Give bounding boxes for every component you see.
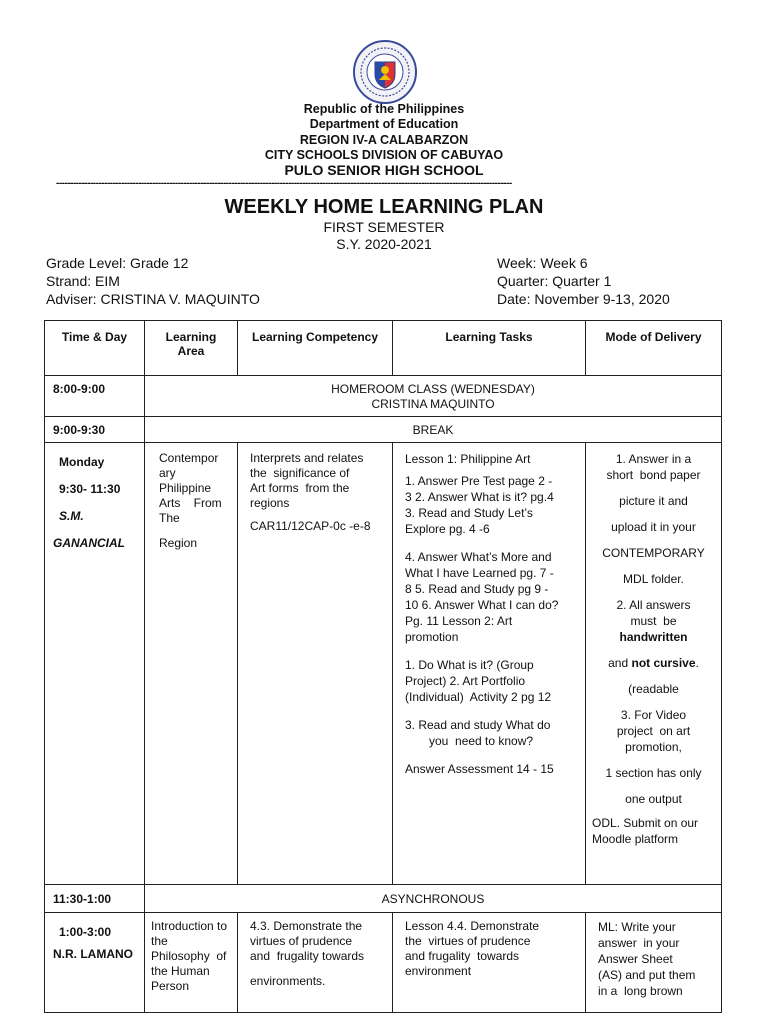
quarter: Quarter: Quarter 1 (497, 273, 612, 289)
async-label: ASYNCHRONOUS (145, 885, 722, 913)
monday-task-line: 3. Read and Study Let’s (405, 506, 533, 520)
monday-mode-line: promotion, (625, 740, 682, 754)
monday-mode-line: 3. For Video (620, 708, 687, 722)
monday-mode-line: handwritten (619, 630, 688, 644)
afternoon-teacher: N.R. LAMANO (53, 947, 133, 961)
strand: Strand: EIM (46, 273, 120, 289)
break-label: BREAK (145, 417, 722, 443)
monday-mode-line: Moodle platform (592, 832, 679, 846)
monday-task-line: Explore pg. 4 -6 (405, 522, 490, 536)
monday-task-line: you need to know? (429, 734, 534, 748)
monday-mode-line: must be (630, 614, 677, 628)
adviser: Adviser: CRISTINA V. MAQUINTO (46, 291, 260, 307)
monday-mode-cell (586, 443, 722, 885)
monday-day: Monday (59, 455, 105, 469)
divider-line: ----------------------------------------------------------------------------------------------------------------------------------------------------------------- (56, 178, 512, 189)
afternoon-task-line: environment (405, 964, 472, 978)
monday-task-line: 10 6. Answer What I can do? (405, 598, 559, 612)
col-header-mode: Mode of Delivery (586, 321, 722, 376)
monday-competency-code: CAR11/12CAP-0c -e-8 (250, 519, 371, 533)
afternoon-area-line: Person (151, 979, 190, 993)
monday-task-line: Answer Assessment 14 - 15 (405, 762, 554, 776)
region-line: REGION IV-A CALABARZON (299, 133, 469, 147)
monday-mode-line: CONTEMPORARY (602, 546, 705, 560)
monday-teacher-surname: GANANCIAL (53, 536, 125, 550)
monday-task-line: 8 5. Read and Study pg 9 - (405, 582, 549, 596)
afternoon-area-line: the Human (151, 964, 210, 978)
afternoon-task-line: and frugality towards (405, 949, 520, 963)
monday-mode-line: ODL. Submit on our (592, 816, 699, 830)
afternoon-task-line: the virtues of prudence (405, 934, 531, 948)
afternoon-area-line: Philosophy of (151, 949, 227, 963)
monday-mode-line: 1. Answer in a (615, 452, 692, 466)
monday-teacher-initials: S.M. (59, 509, 84, 523)
monday-mode-line: and not cursive. (608, 656, 699, 670)
afternoon-mode-cell (586, 913, 722, 1013)
monday-competency-cell (238, 443, 393, 885)
grade-level: Grade Level: Grade 12 (46, 255, 189, 271)
monday-task-line: Pg. 11 Lesson 2: Art (405, 614, 513, 628)
monday-mode-line: one output (625, 792, 682, 806)
homeroom-time: 8:00-9:00 (45, 376, 145, 417)
semester-line: FIRST SEMESTER (323, 219, 445, 235)
monday-task-line: 3. Read and study What do (405, 718, 551, 732)
monday-task-line: Project) 2. Art Portfolio (405, 674, 526, 688)
monday-mode-line: upload it in your (611, 520, 696, 534)
break-time: 9:00-9:30 (45, 417, 145, 443)
monday-task-line: 4. Answer What’s More and (405, 550, 552, 564)
deped-seal-icon (353, 40, 417, 104)
monday-time-cell (45, 443, 145, 885)
monday-area-line: Philippine (159, 481, 212, 495)
afternoon-mode-line: in a long brown (598, 984, 683, 998)
afternoon-time-cell (45, 913, 145, 1013)
monday-competency-line: Art forms from the (250, 481, 350, 495)
monday-competency-line: regions (250, 496, 290, 510)
monday-task-line: 1. Do What is it? (Group (405, 658, 534, 672)
monday-task-line: What I have Learned pg. 7 - (405, 566, 554, 580)
monday-mode-line: (readable (628, 682, 679, 696)
monday-time: 9:30- 11:30 (59, 482, 121, 496)
monday-area-line: Arts From (159, 496, 222, 510)
table-row (45, 443, 722, 885)
afternoon-mode-line: (AS) and put them (598, 968, 696, 982)
monday-tasks-cell (393, 443, 586, 885)
afternoon-mode-line: ML: Write your (598, 920, 676, 934)
homeroom-adviser: CRISTINA MAQUINTO (371, 397, 495, 411)
monday-task-line: promotion (405, 630, 459, 644)
monday-competency-line: Interprets and relates (250, 451, 364, 465)
afternoon-time: 1:00-3:00 (59, 925, 112, 939)
monday-mode-line: MDL folder. (623, 572, 684, 586)
school-name: PULO SENIOR HIGH SCHOOL (284, 162, 484, 178)
afternoon-tasks-cell (393, 913, 586, 1013)
learning-plan-table (44, 320, 722, 1013)
afternoon-competency-line: environments. (250, 974, 326, 988)
monday-task-line: 1. Answer Pre Test page 2 - (405, 474, 553, 488)
afternoon-area-line: the (151, 934, 168, 948)
monday-mode-line: short bond paper (606, 468, 701, 482)
monday-area-line: ary (159, 466, 176, 480)
col-header-competency: Learning Competency (238, 321, 393, 376)
homeroom-cell (145, 376, 722, 417)
col-header-tasks: Learning Tasks (393, 321, 586, 376)
monday-task-line: (Individual) Activity 2 pg 12 (405, 690, 552, 704)
monday-area-cell (145, 443, 238, 885)
afternoon-area-line: Introduction to (151, 919, 228, 933)
department-line: Department of Education (309, 117, 459, 131)
table-row (45, 913, 722, 1013)
table-header-row (45, 321, 722, 376)
monday-mode-line: 2. All answers (616, 598, 691, 612)
date: Date: November 9-13, 2020 (497, 291, 670, 307)
afternoon-competency-cell (238, 913, 393, 1013)
afternoon-mode-line: Answer Sheet (598, 952, 673, 966)
afternoon-competency-line: 4.3. Demonstrate the (250, 919, 363, 933)
monday-task-line: Lesson 1: Philippine Art (405, 452, 531, 466)
week: Week: Week 6 (497, 255, 588, 271)
col-header-time: Time & Day (45, 321, 145, 376)
monday-area-line: Contempor (159, 451, 219, 465)
monday-competency-line: the significance of (250, 466, 350, 480)
afternoon-competency-line: virtues of prudence (250, 934, 353, 948)
table-row (45, 885, 722, 913)
table-row (45, 417, 722, 443)
async-time: 11:30-1:00 (45, 885, 145, 913)
monday-mode-line: picture it and (619, 494, 688, 508)
page-title: WEEKLY HOME LEARNING PLAN (224, 196, 544, 218)
afternoon-mode-line: answer in your (598, 936, 680, 950)
table-row (45, 376, 722, 417)
monday-area-line: Region (159, 536, 198, 550)
afternoon-task-line: Lesson 4.4. Demonstrate (405, 919, 540, 933)
col-header-area: Learning Area (145, 321, 238, 376)
afternoon-area-cell (145, 913, 238, 1013)
monday-task-line: 3 2. Answer What is it? pg.4 (405, 490, 554, 504)
homeroom-label: HOMEROOM CLASS (WEDNESDAY) (331, 382, 535, 396)
school-year-line: S.Y. 2020-2021 (336, 236, 432, 252)
monday-mode-line: project on art (616, 724, 691, 738)
division-line: CITY SCHOOLS DIVISION OF CABUYAO (264, 148, 504, 162)
monday-mode-line: 1 section has only (605, 766, 702, 780)
afternoon-competency-line: and frugality towards (250, 949, 365, 963)
monday-area-line: The (159, 511, 180, 525)
republic-line: Republic of the Philippines (303, 102, 465, 116)
